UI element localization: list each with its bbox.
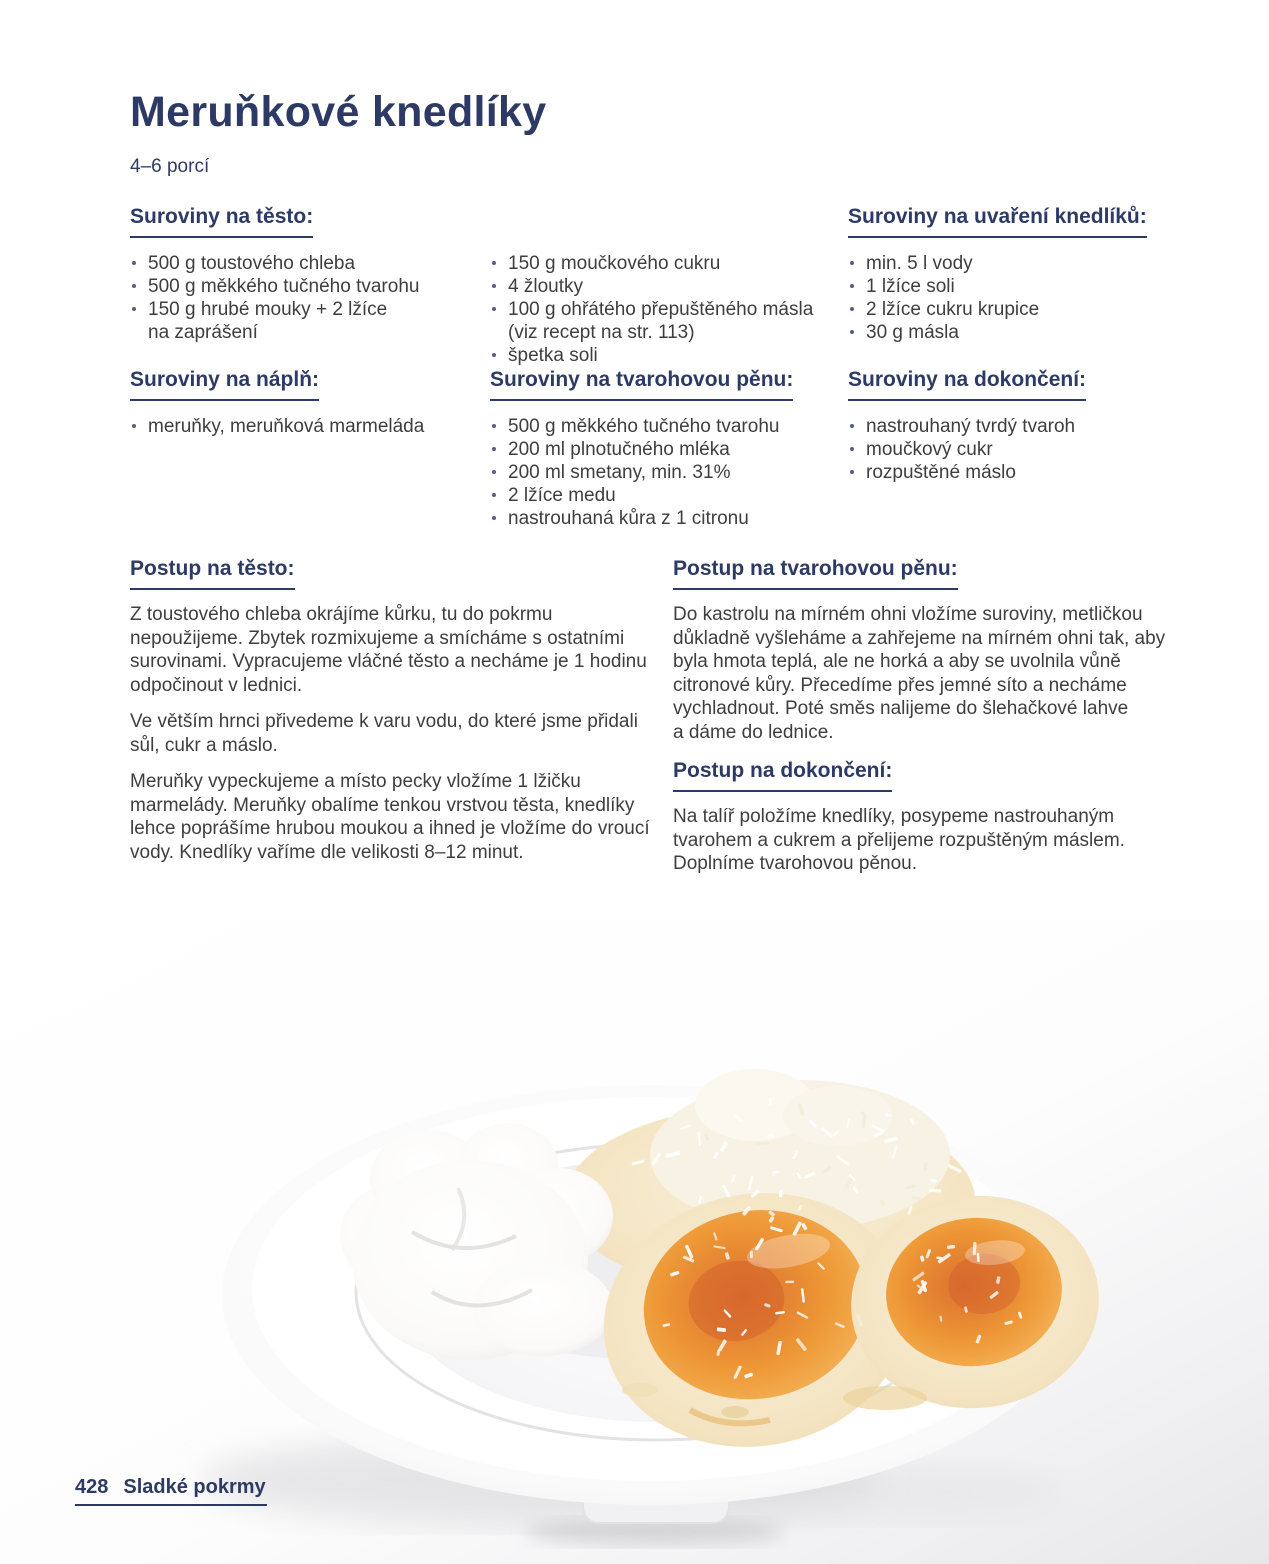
- bullet-icon: [850, 330, 854, 334]
- bullet-icon: [132, 424, 136, 428]
- bullet-icon: [492, 284, 496, 288]
- footer-section-label: Sladké pokrmy: [123, 1476, 266, 1498]
- ingredient-text: 2 lžíce medu: [508, 485, 616, 506]
- servings: 4–6 porcí: [130, 156, 210, 177]
- ingredient-text: nastrouhaná kůra z 1 citronu: [508, 508, 749, 529]
- bullet-icon: [850, 424, 854, 428]
- steps-heading-dokonceni: Postup na dokončení:: [673, 759, 892, 792]
- ingredient-list-dokonceni: [848, 415, 1190, 484]
- ingredient-list-testo-col1: [130, 252, 460, 344]
- list-item: [490, 461, 835, 484]
- ingredient-text: 1 lžíce soli: [866, 276, 955, 297]
- step-paragraph: Meruňky vypeckujeme a místo pecky vložíme 1 lžičku marmelády. Meruňky obalíme tenkou vrstvou těsta, knedlíky lehce poprášíme hrubou moukou a ihned je vložíme do vroucí vody. Knedlíky vaříme dle velikosti 8–12 minut.: [130, 771, 650, 863]
- ingredient-list-testo-col2: [490, 252, 835, 367]
- list-item: [130, 298, 460, 344]
- bullet-icon: [850, 261, 854, 265]
- step-paragraph: Z toustového chleba okrájíme kůrku, tu do pokrmu nepoužijeme. Zbytek rozmixujeme a smícháme s ostatními surovinami. Vypracujeme vláčné těsto a necháme je 1 hodinu odpočinout v lednici.: [130, 604, 647, 696]
- section-heading-napln: Suroviny na náplň:: [130, 368, 319, 401]
- section-ingredients-napln: [130, 368, 460, 438]
- ingredient-text: 30 g másla: [866, 322, 959, 343]
- section-ingredients-testo: [130, 205, 460, 344]
- list-item: [848, 275, 1190, 298]
- dish-photo-svg: [0, 920, 1269, 1564]
- ingredient-list-napln: [130, 415, 460, 438]
- steps-heading-testo: Postup na těsto:: [130, 557, 295, 590]
- bullet-icon: [492, 470, 496, 474]
- steps-heading-pena: Postup na tvarohovou pěnu:: [673, 557, 958, 590]
- cheese-tuft: [783, 1086, 893, 1146]
- list-item: [490, 507, 835, 530]
- list-item: [490, 415, 835, 438]
- bullet-icon: [850, 447, 854, 451]
- bullet-icon: [492, 516, 496, 520]
- bullet-icon: [850, 307, 854, 311]
- list-item: [490, 275, 835, 298]
- step-paragraph: Ve větším hrnci přivedeme k varu vodu, do které jsme přidali sůl, cukr a máslo.: [130, 711, 638, 756]
- list-item: [848, 321, 1190, 344]
- section-steps-right-column: [673, 557, 1195, 876]
- bullet-icon: [850, 470, 854, 474]
- section-heading-dokonceni: Suroviny na dokončení:: [848, 368, 1086, 401]
- ingredient-text: min. 5 l vody: [866, 253, 973, 274]
- ingredient-text: 150 g hrubé mouky + 2 lžíce na zaprášení: [148, 299, 388, 343]
- ingredient-list-uvareni: [848, 252, 1190, 344]
- section-ingredients-dokonceni: [848, 368, 1190, 484]
- page-footer: [75, 1476, 266, 1499]
- ingredient-text: 500 g měkkého tučného tvarohu: [508, 416, 780, 437]
- list-item: [848, 252, 1190, 275]
- section-ingredients-testo-continued: [490, 205, 835, 367]
- list-item: [130, 275, 460, 298]
- list-item: [130, 415, 460, 438]
- list-item: [130, 252, 460, 275]
- bullet-icon: [492, 447, 496, 451]
- bullet-icon: [132, 284, 136, 288]
- section-steps-testo: [130, 557, 658, 864]
- ingredient-text: 4 žloutky: [508, 276, 583, 297]
- list-item: [848, 461, 1190, 484]
- dish-photo: [0, 920, 1269, 1564]
- bullet-icon: [132, 261, 136, 265]
- ingredient-text: rozpuštěné máslo: [866, 462, 1016, 483]
- list-item: [490, 484, 835, 507]
- list-item: [490, 252, 835, 275]
- ingredient-list-pena: [490, 415, 835, 530]
- ingredient-text: 2 lžíce cukru krupice: [866, 299, 1040, 320]
- section-heading-testo: Suroviny na těsto:: [130, 205, 313, 238]
- ingredient-text: 150 g moučkového cukru: [508, 253, 721, 274]
- page-title: Meruňkové knedlíky: [130, 88, 547, 136]
- ingredient-text: špetka soli: [508, 345, 598, 366]
- ingredient-text: 200 ml plnotučného mléka: [508, 439, 730, 460]
- ingredient-text: meruňky, meruňková marmeláda: [148, 416, 425, 437]
- section-heading-pena: Suroviny na tvarohovou pěnu:: [490, 368, 793, 401]
- section-ingredients-pena: [490, 368, 835, 530]
- bullet-icon: [492, 493, 496, 497]
- section-heading-uvareni: Suroviny na uvaření knedlíků:: [848, 205, 1147, 238]
- ingredient-text: 100 g ohřátého přepuštěného másla (viz recept na str. 113): [508, 299, 814, 343]
- bullet-icon: [492, 307, 496, 311]
- list-item: [848, 438, 1190, 461]
- ingredient-text: nastrouhaný tvrdý tvaroh: [866, 416, 1076, 437]
- list-item: [490, 298, 835, 344]
- ingredient-text: 200 ml smetany, min. 31%: [508, 462, 731, 483]
- ingredient-text: 500 g měkkého tučného tvarohu: [148, 276, 420, 297]
- step-paragraph: Do kastrolu na mírném ohni vložíme suroviny, metličkou důkladně vyšleháme a zahřejeme na mírném ohni tak, aby byla hmota teplá, ale ne horká a aby se uvolnila vůně citronové kůry. Přecedíme přes jemné síto a necháme vychladnout. Poté směs nalijeme do šlehačkové lahve a dáme do lednice.: [673, 604, 1166, 743]
- bullet-icon: [492, 353, 496, 357]
- section-ingredients-uvareni: [848, 205, 1190, 344]
- bullet-icon: [492, 261, 496, 265]
- list-item: [490, 344, 835, 367]
- page-number: 428: [75, 1476, 109, 1498]
- list-item: [848, 298, 1190, 321]
- ingredient-text: moučkový cukr: [866, 439, 993, 460]
- list-item: [490, 438, 835, 461]
- step-paragraph: Na talíř položíme knedlíky, posypeme nastrouhaným tvarohem a cukrem a přelijeme rozpuštěným máslem. Doplníme tvarohovou pěnou.: [673, 806, 1125, 874]
- bullet-icon: [492, 424, 496, 428]
- list-item: [848, 415, 1190, 438]
- bullet-icon: [850, 284, 854, 288]
- ingredient-text: 500 g toustového chleba: [148, 253, 356, 274]
- footer-rule: [75, 1504, 267, 1506]
- bullet-icon: [132, 307, 136, 311]
